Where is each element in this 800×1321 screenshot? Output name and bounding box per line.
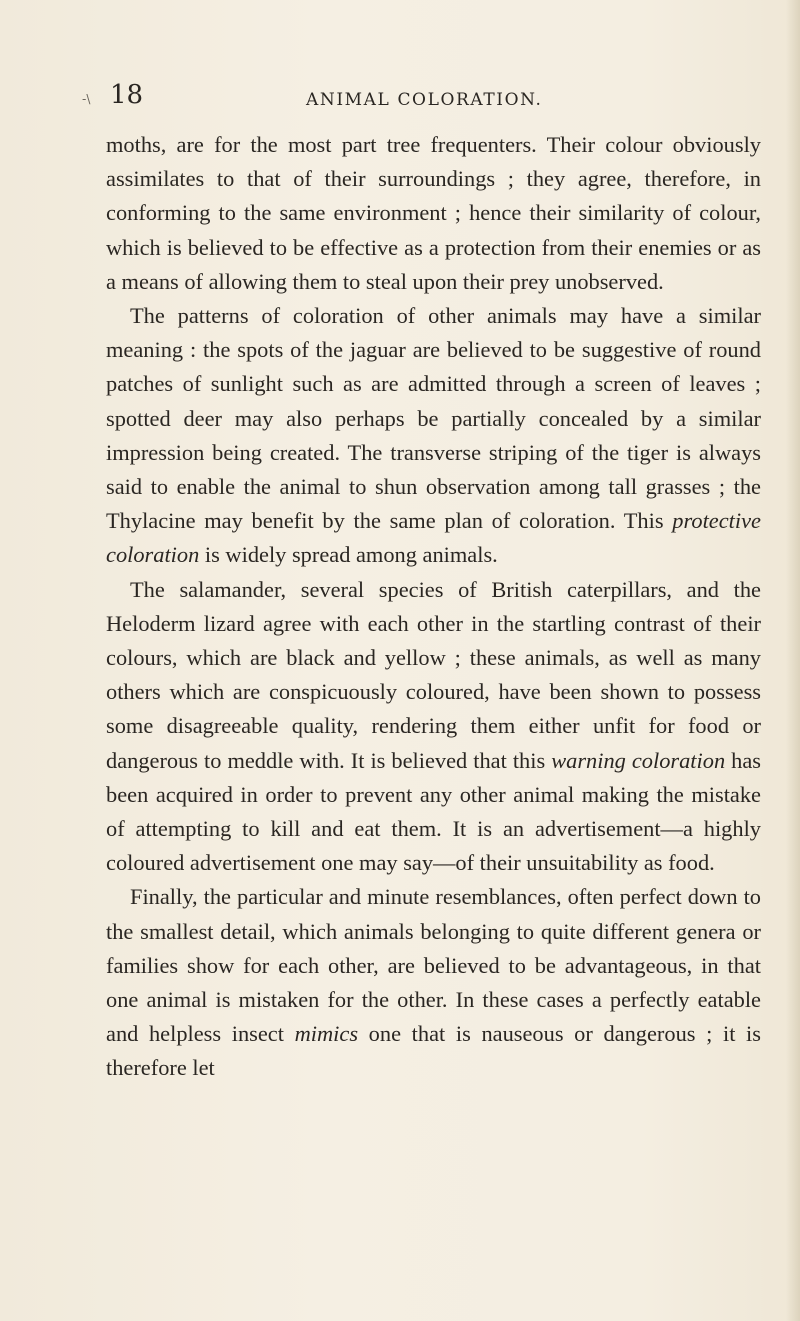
- italic-term: warning coloration: [551, 747, 726, 773]
- text-run: has been acquired in order to prevent any other animal making the mistake of attempting to kill and eat them. It is an advertisement—a highly coloured advertisement one may say—of their unsuitability as food.: [106, 747, 761, 876]
- page-edge-shadow: [786, 0, 800, 1321]
- paragraph: [106, 880, 761, 1085]
- margin-mark: -\: [82, 92, 91, 106]
- italic-term: mimics: [294, 1021, 359, 1047]
- page-number: 18: [110, 80, 144, 110]
- italic-term: protective coloration: [106, 508, 761, 568]
- text-run: moths, are for the most part tree frequenters. Their colour obviously assimilates to that of their surroundings ; they agree, therefore, in conforming to the same environment ; hence their similarity of colour, which is believed to be effective as a protection from their enemies or as a means of allowing them to steal upon their prey unobserved.: [106, 132, 761, 294]
- text-run: The patterns of coloration of other animals may have a similar meaning : the spots of the jaguar are believed to be suggestive of round patches of sunlight such as are admitted through a screen of leaves ; spotted deer may also perhaps be partially concealed by a similar impression being created. The transverse striping of the tiger is always said to enable the animal to shun observation among tall grasses ; the Thylacine may benefit by the same plan of coloration. This: [106, 303, 761, 534]
- running-head: ANIMAL COLORATION.: [306, 90, 543, 110]
- text-run: The salamander, several species of British caterpillars, and the Heloderm lizard agree with each other in the startling contrast of their colours, which are black and yellow ; these animals, as well as many others which are conspicuously coloured, have been shown to possess some disagreeable quality, rendering them either unfit for food or dangerous to meddle with. It is believed that this: [106, 576, 761, 773]
- text-run: Finally, the particular and minute resemblances, often perfect down to the smallest detail, which animals belonging to quite different genera or families show for each other, are believed to be advantageous, in that one animal is mistaken for the other. In these cases a perfectly eatable and helpless insect: [106, 884, 761, 1047]
- paragraph: [106, 299, 761, 573]
- body-text: [106, 128, 761, 1086]
- paragraph: [106, 128, 761, 299]
- text-run: is widely spread among animals.: [199, 542, 498, 568]
- page-header: [110, 74, 730, 114]
- text-run: one that is nauseous or dangerous ; it is therefore let: [106, 1021, 761, 1081]
- paragraph: [106, 573, 761, 881]
